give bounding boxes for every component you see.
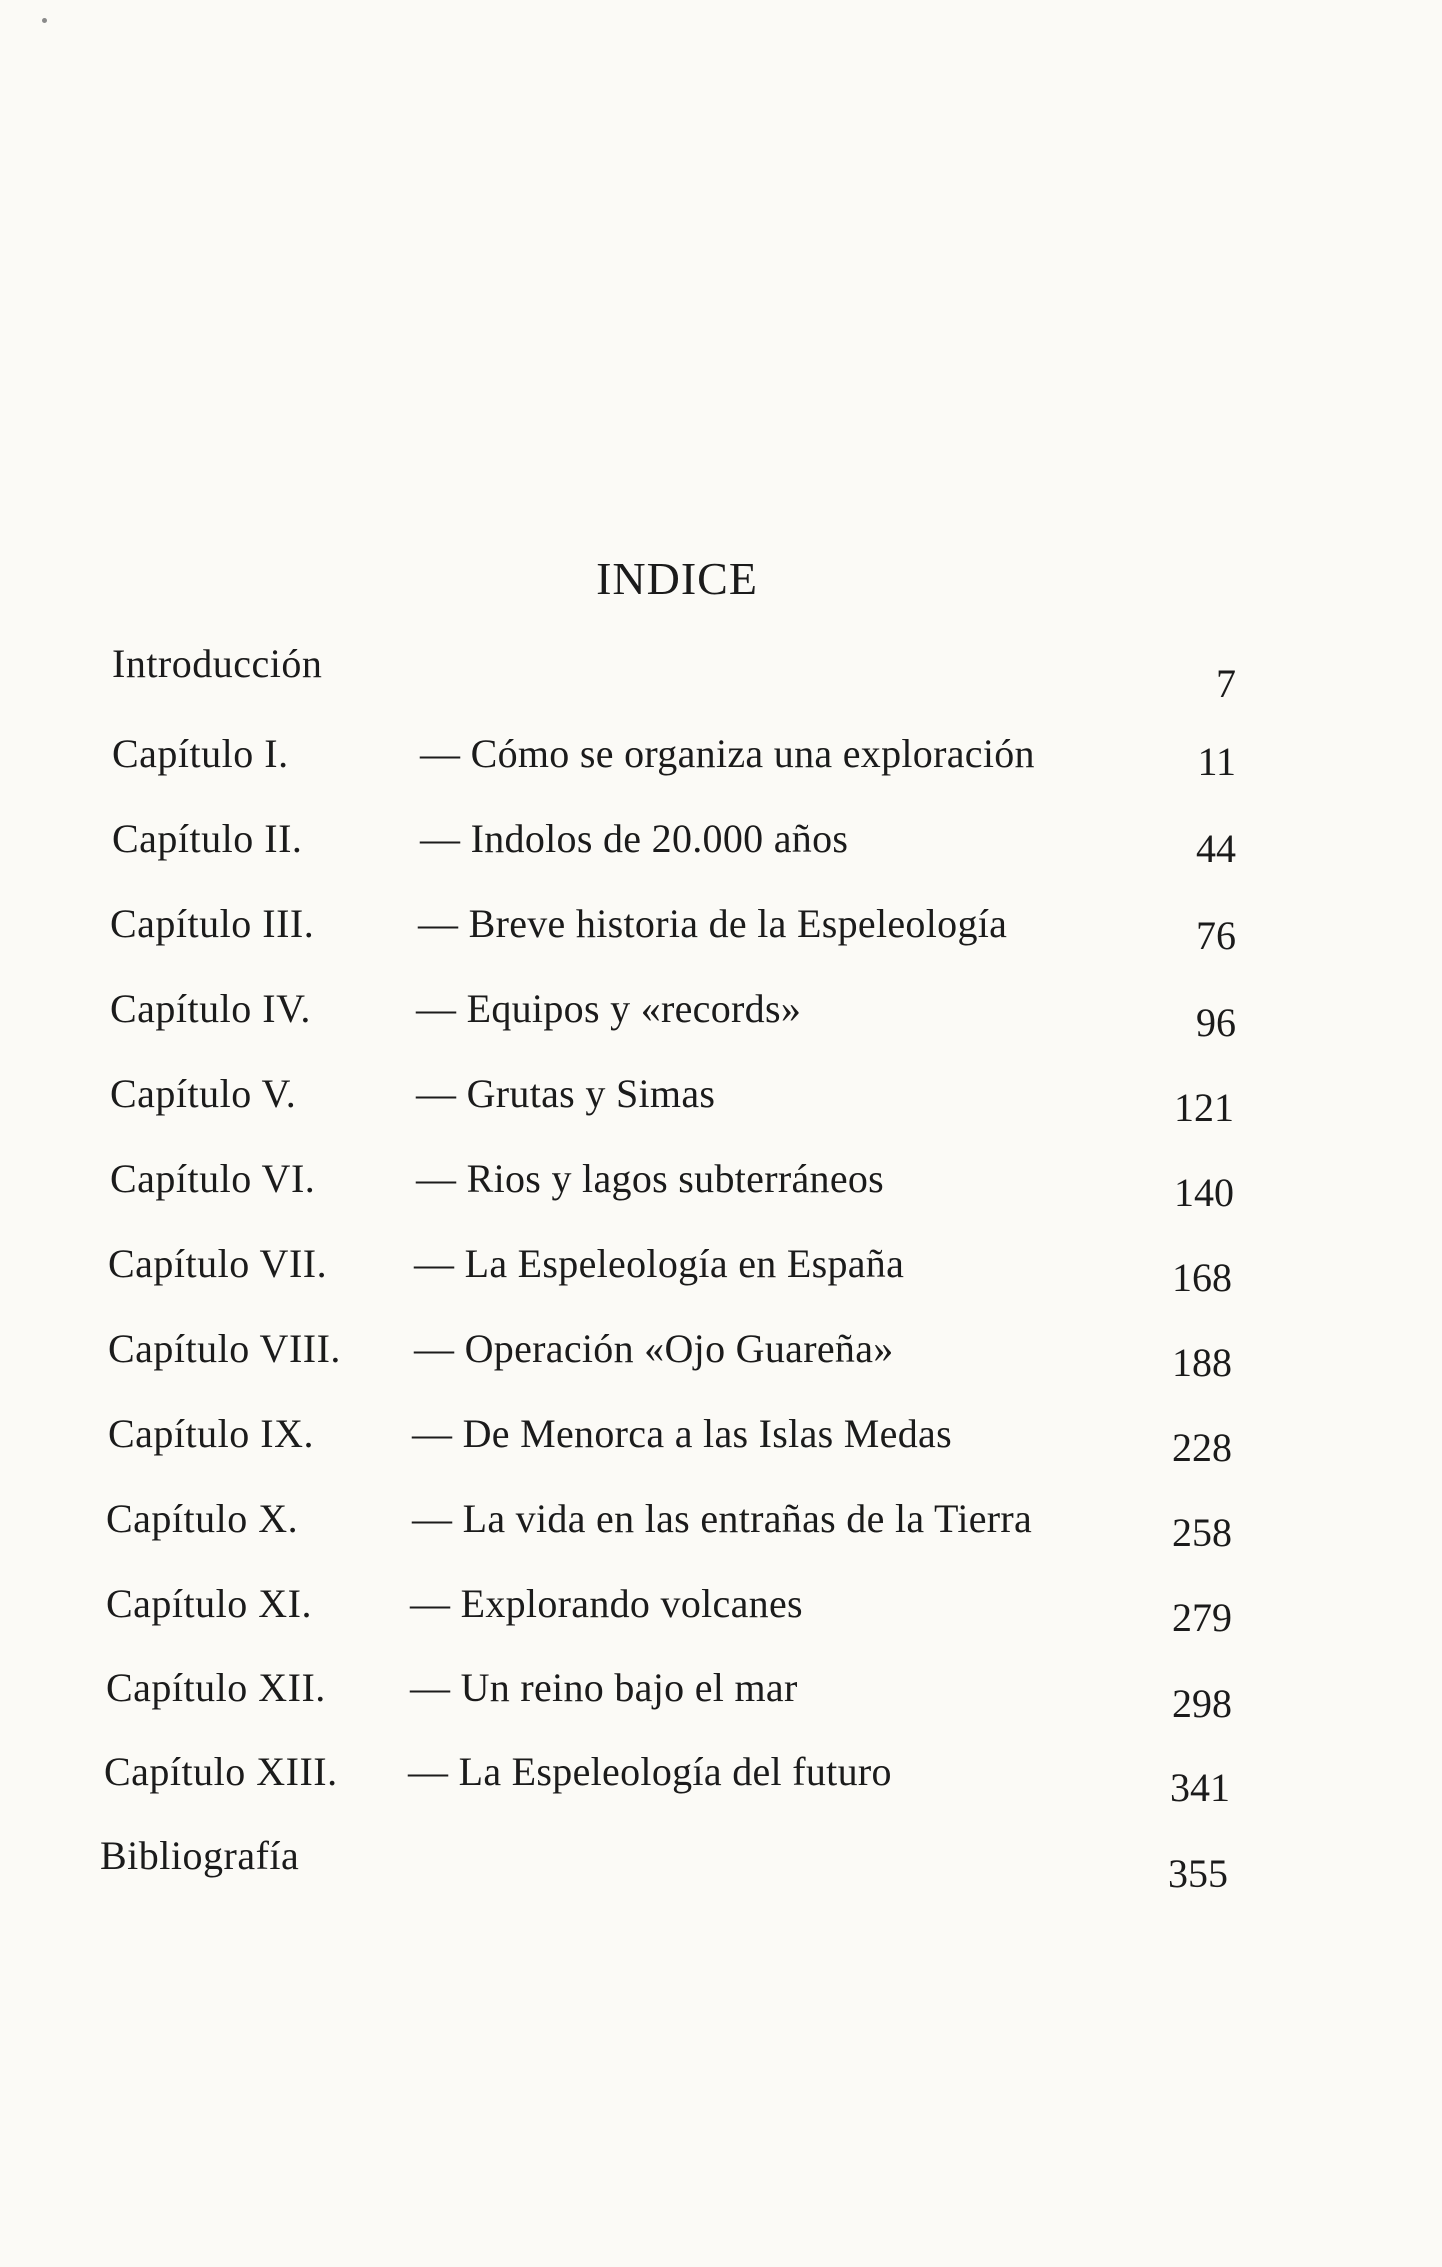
toc-entry-label: Capítulo X. bbox=[106, 1496, 299, 1541]
toc-entry-page: 44 bbox=[1196, 826, 1236, 871]
toc-entry-capitulo-8 bbox=[0, 1325, 1442, 1385]
toc-entry-page: 188 bbox=[1172, 1340, 1232, 1385]
toc-entry-capitulo-1 bbox=[0, 730, 1442, 790]
toc-entry-capitulo-5 bbox=[0, 1070, 1442, 1130]
toc-entry-title: — Indolos de 20.000 años bbox=[420, 816, 849, 861]
toc-entry-title: — Equipos y «records» bbox=[416, 986, 802, 1031]
toc-entry-capitulo-9 bbox=[0, 1410, 1442, 1470]
toc-entry-title: — Un reino bajo el mar bbox=[410, 1665, 798, 1710]
toc-entry-capitulo-13 bbox=[0, 1748, 1442, 1808]
toc-entry-title: — Grutas y Simas bbox=[416, 1071, 716, 1116]
toc-entry-introduccion bbox=[0, 640, 1442, 706]
toc-entry-label: Capítulo XIII. bbox=[104, 1749, 338, 1794]
toc-entry-label: Capítulo III. bbox=[110, 901, 315, 946]
toc-entry-title: — La Espeleología en España bbox=[414, 1241, 905, 1286]
toc-entry-page: 279 bbox=[1172, 1595, 1232, 1640]
toc-entry-page: 140 bbox=[1174, 1170, 1234, 1215]
toc-entry-label: Capítulo VIII. bbox=[108, 1326, 341, 1371]
toc-entry-page: 121 bbox=[1174, 1085, 1234, 1130]
toc-entry-page: 76 bbox=[1196, 913, 1236, 958]
toc-entry-page: 298 bbox=[1172, 1681, 1232, 1726]
toc-entry-capitulo-6 bbox=[0, 1155, 1442, 1215]
toc-entry-label: Bibliografía bbox=[100, 1833, 300, 1878]
toc-entry-page: 11 bbox=[1197, 739, 1236, 784]
toc-entry-label: Capítulo VI. bbox=[110, 1156, 316, 1201]
toc-entry-capitulo-7 bbox=[0, 1240, 1442, 1300]
toc-entry-label: Capítulo IV. bbox=[110, 986, 311, 1031]
toc-entry-label: Capítulo V. bbox=[110, 1071, 297, 1116]
toc-entry-page: 168 bbox=[1172, 1255, 1232, 1300]
toc-entry-title: — La Espeleología del futuro bbox=[408, 1749, 892, 1794]
toc-entry-title: — Breve historia de la Espeleología bbox=[418, 901, 1008, 946]
toc-entry-title: — Explorando volcanes bbox=[410, 1581, 803, 1626]
index-title: INDICE bbox=[596, 553, 758, 604]
toc-entry-label: Capítulo II. bbox=[112, 816, 303, 861]
toc-entry-capitulo-4 bbox=[0, 985, 1442, 1045]
toc-entry-label: Capítulo VII. bbox=[108, 1241, 328, 1286]
toc-entry-capitulo-10 bbox=[0, 1495, 1442, 1555]
toc-entry-title: — De Menorca a las Islas Medas bbox=[412, 1411, 952, 1456]
toc-entry-capitulo-12 bbox=[0, 1664, 1442, 1724]
toc-entry-title: — La vida en las entrañas de la Tierra bbox=[412, 1496, 1033, 1541]
toc-entry-title: — Operación «Ojo Guareña» bbox=[414, 1326, 894, 1371]
toc-entry-label: Capítulo IX. bbox=[108, 1411, 314, 1456]
toc-entry-capitulo-2 bbox=[0, 815, 1442, 875]
toc-entry-label: Introducción bbox=[112, 641, 323, 686]
toc-entry-page: 258 bbox=[1172, 1510, 1232, 1555]
toc-entry-page: 96 bbox=[1196, 1000, 1236, 1045]
toc-entry-label: Capítulo XI. bbox=[106, 1581, 312, 1626]
toc-entry-bibliografia bbox=[0, 1832, 1442, 1896]
toc-entry-title: — Rios y lagos subterráneos bbox=[416, 1156, 885, 1201]
toc-entry-page: 355 bbox=[1168, 1851, 1228, 1896]
toc-entry-label: Capítulo I. bbox=[112, 731, 289, 776]
toc-entry-page: 228 bbox=[1172, 1425, 1232, 1470]
toc-entry-page: 7 bbox=[1216, 661, 1236, 706]
toc-entry-title: — Cómo se organiza una exploración bbox=[420, 731, 1035, 776]
toc-entry-label: Capítulo XII. bbox=[106, 1665, 326, 1710]
toc-entry-page: 341 bbox=[1170, 1765, 1230, 1810]
toc-entry-capitulo-3 bbox=[0, 900, 1442, 960]
toc-entry-capitulo-11 bbox=[0, 1580, 1442, 1640]
